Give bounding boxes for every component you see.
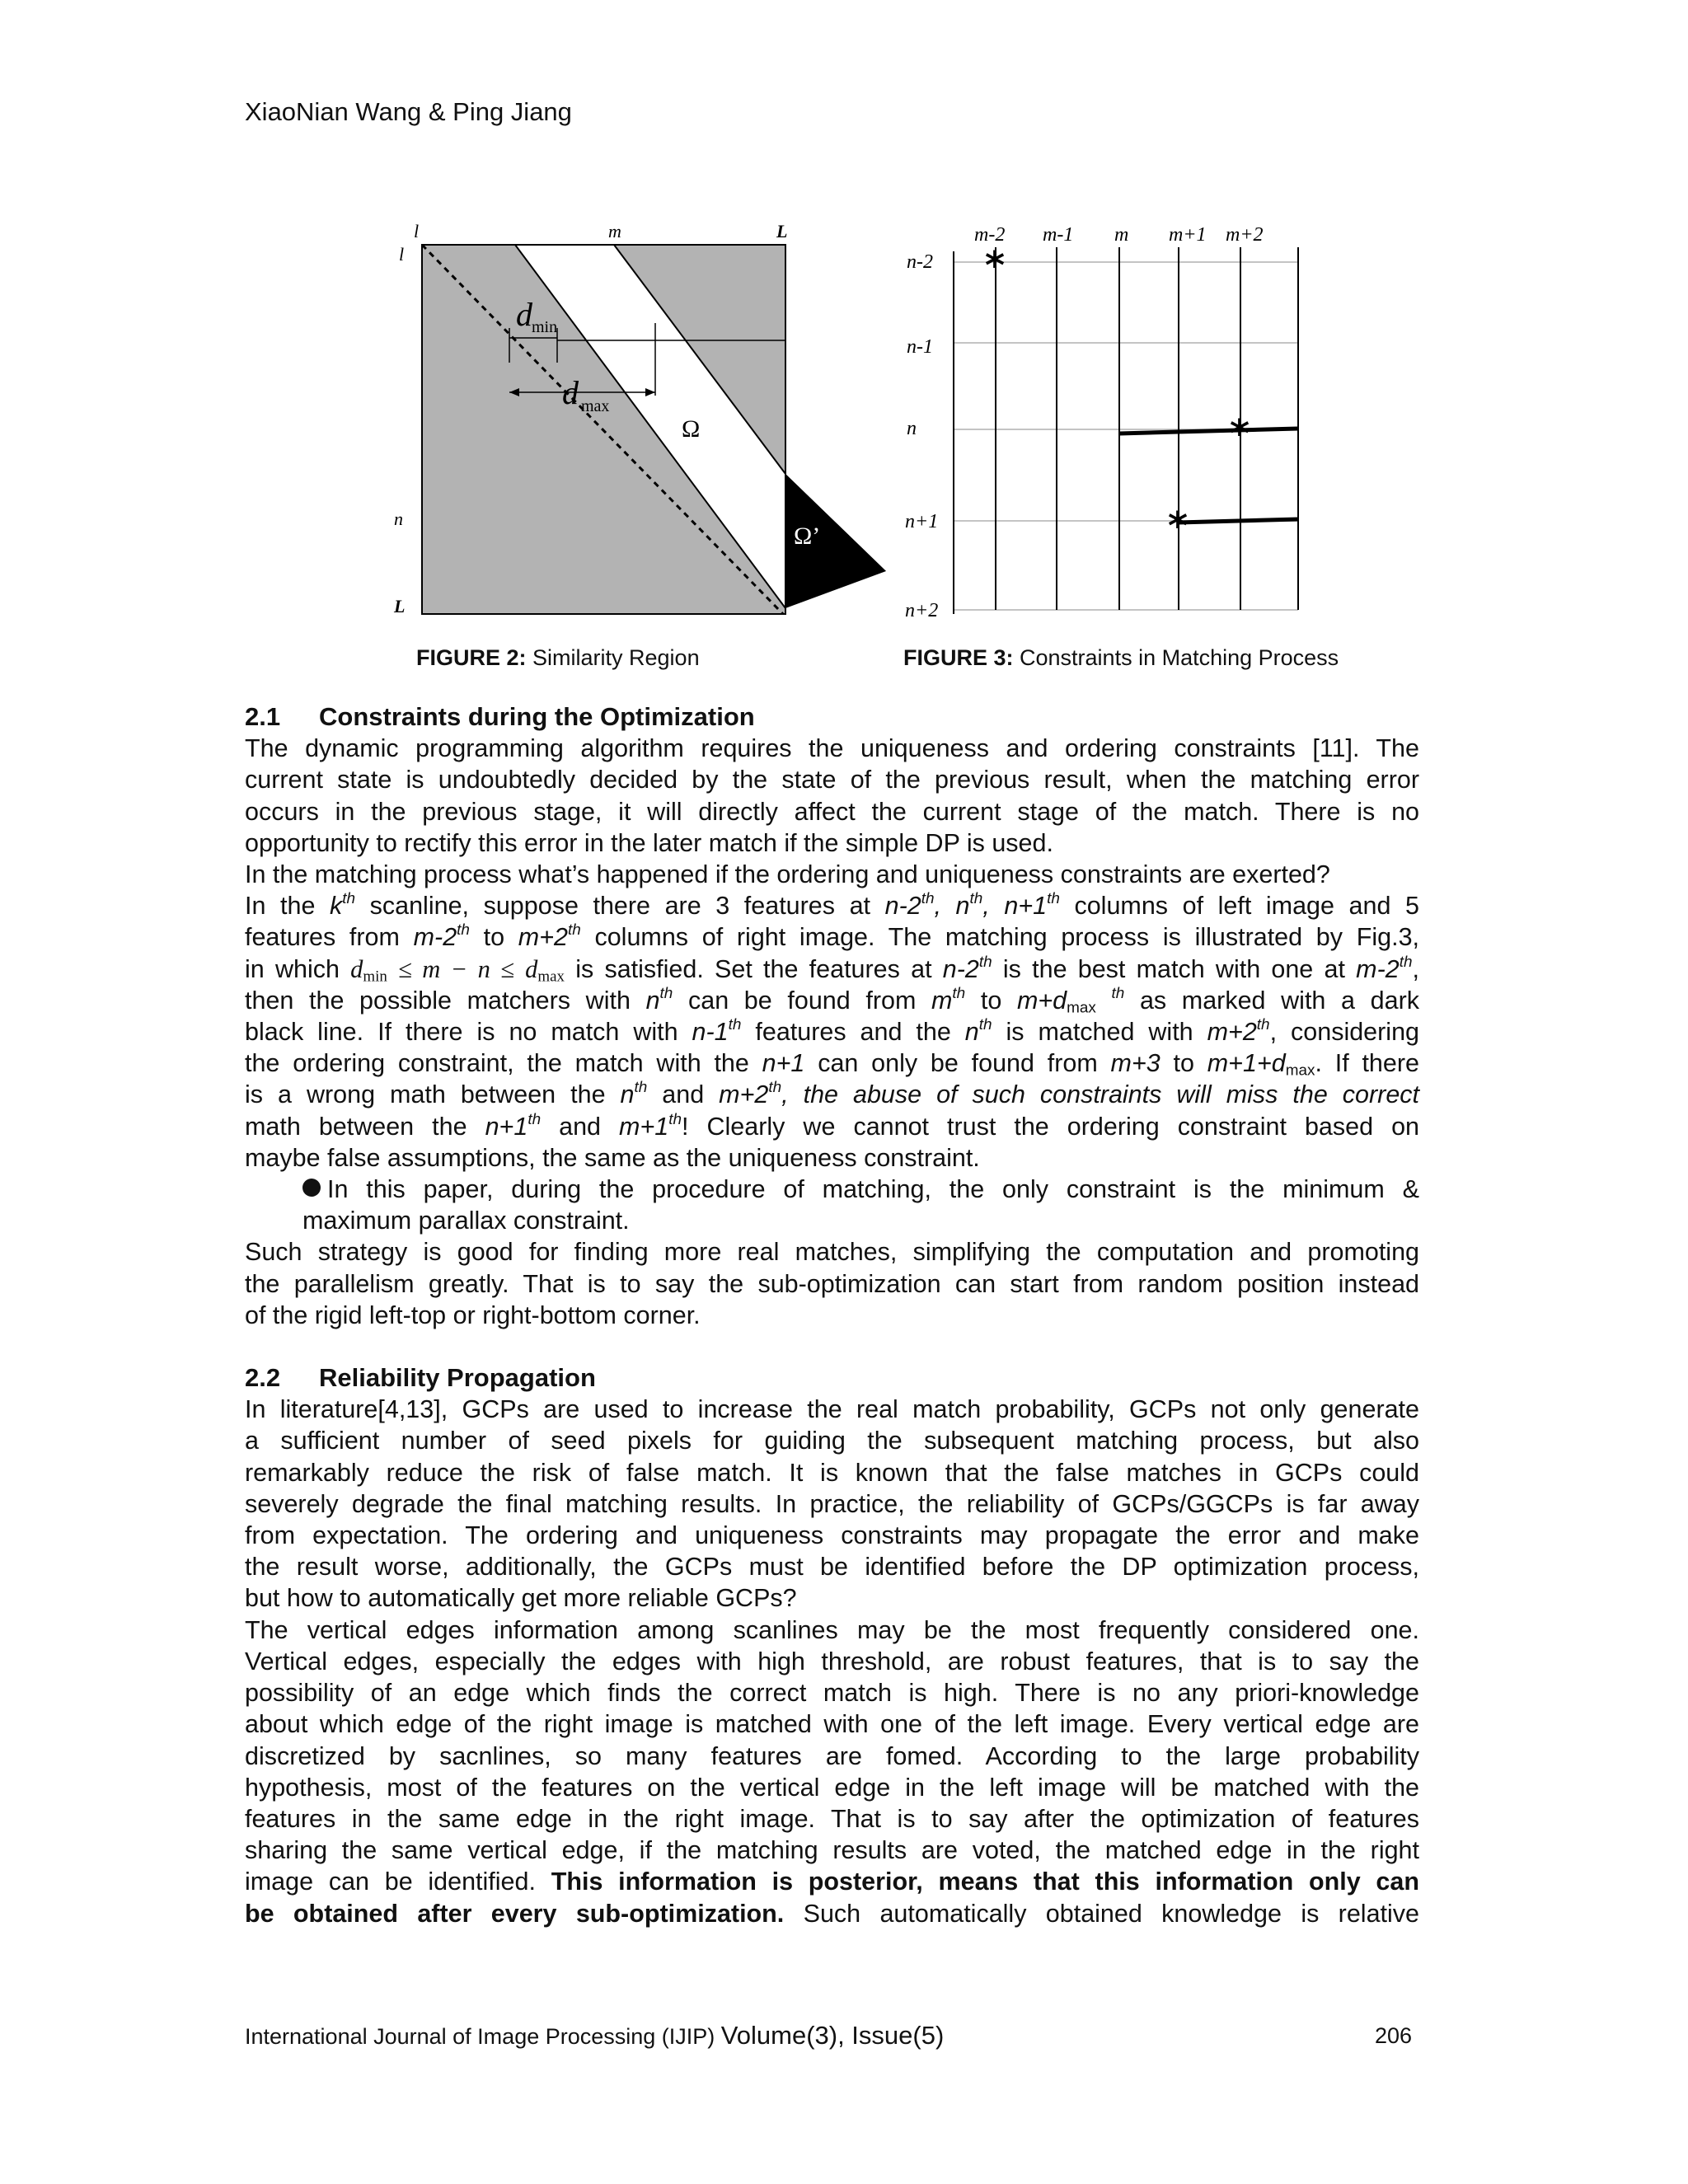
paragraph-line: about which edge of the right image is matched with one of the left image. Every vertical edge are — [245, 1710, 1419, 1739]
fig2-label-dmin-sub: min — [532, 318, 558, 336]
fig3-row-label: n-1 — [907, 336, 933, 358]
paragraph-line: then the possible matchers with $n^{th}$ can be found from $m^{th}$ to $m+d_{max}$ $^{th}$ as marked with a dark — [245, 984, 1419, 1017]
fig2-label-m-top: m — [608, 221, 621, 241]
paragraph-line: maybe false assumptions, the same as the uniqueness constraint. — [245, 1143, 980, 1172]
fig3-star-marker: * — [1168, 504, 1189, 548]
paragraph-line: be obtained after every sub-optimization. Such automatically obtained knowledge is relative — [245, 1899, 1419, 1928]
bullet-icon — [302, 1179, 321, 1197]
running-head-authors: XiaoNian Wang & Ping Jiang — [245, 97, 572, 126]
paragraph-line: current state is undoubtedly decided by the state of the previous result, when the matching error — [245, 766, 1419, 794]
fig2-label-dmax: d — [562, 374, 579, 411]
paragraph-line: from expectation. The ordering and uniqueness constraints may propagate the error and make — [245, 1521, 1419, 1550]
fig2-label-dmin: d — [516, 296, 532, 333]
paragraph-line: In literature[4,13], GCPs are used to increase the real match probability, GCPs not only generate — [245, 1395, 1419, 1424]
bullet-item: In this paper, during the procedure of matching, the only constraint is the minimum & — [245, 1174, 1419, 1205]
paragraph-line: a sufficient number of seed pixels for guiding the subsequent matching process, but also — [245, 1427, 1419, 1455]
paragraph-line: the ordering constraint, the match with the n+1 can only be found from m+3 to $m+1+d_{max}$. If there — [245, 1049, 1419, 1080]
fig3-col-label: m — [1114, 224, 1129, 246]
fig2-label-n-left: n — [394, 509, 403, 529]
fig3-col-label: m+1 — [1169, 224, 1207, 246]
fig2-label-dmax-sub: max — [581, 397, 610, 415]
paragraph-line: sharing the same vertical edge, if the matching results are voted, the matched edge in the right — [245, 1836, 1419, 1865]
paragraph-line: Such strategy is good for finding more real matches, simplifying the computation and promoting — [245, 1238, 1419, 1267]
paragraph-line: Vertical edges, especially the edges with high threshold, are robust features, that is to say the — [245, 1647, 1419, 1675]
figure-2-similarity-region — [387, 218, 898, 635]
section-2-1-heading: 2.1 Constraints during the Optimization — [245, 702, 755, 731]
fig3-match-line-n1 — [1179, 519, 1298, 523]
paragraph-line: In the $k^{th}$ scanline, suppose there are 3 features at n-2th, $n^{th}$, n+1th columns of left image and 5 — [245, 889, 1419, 921]
body-text — [245, 701, 1419, 1929]
paragraph-line: the parallelism greatly. That is to say the sub-optimization can start from random position instead — [245, 1269, 1419, 1298]
figure-3-matching-constraints — [898, 214, 1327, 626]
fig3-col-label: m-2 — [974, 224, 1006, 246]
fig3-star-marker: * — [1230, 411, 1250, 456]
paragraph-line: but how to automatically get more reliable GCPs? — [245, 1584, 797, 1613]
figure-3-caption: FIGURE 3: Constraints in Matching Process — [903, 645, 1339, 670]
paragraph-line: in which $d_{min} \le m - n \le d_{max}$ is satisfied. Set the features at n-2th is the best match with one at m-2th, — [245, 953, 1419, 986]
fig3-col-label: m-1 — [1043, 224, 1074, 246]
fig2-label-L-left: L — [394, 596, 406, 616]
page-number: 206 — [1375, 2023, 1413, 2048]
fig3-star-marker: * — [985, 243, 1006, 288]
figure-2-caption: FIGURE 2: Similarity Region — [416, 645, 700, 670]
paragraph-line: features from m-2th to m+2th columns of right image. The matching process is illustrated by Fig.3, — [245, 921, 1420, 952]
fig3-col-label: m+2 — [1226, 224, 1264, 246]
paragraph-line: features in the same edge in the right image. That is to say after the optimization of features — [245, 1804, 1419, 1833]
fig2-label-omega: Ω — [682, 415, 701, 443]
paragraph-line: The vertical edges information among scanlines may be the most frequently considered one. — [245, 1615, 1419, 1644]
paragraph-line: black line. If there is no match with n-1th features and the $n^{th}$ is matched with m+2th, considering — [245, 1015, 1419, 1047]
section-2-2-heading: 2.2 Reliability Propagation — [245, 1363, 596, 1393]
fig3-row-label: n+2 — [905, 600, 939, 621]
paragraph-line: possibility of an edge which finds the correct match is high. There is no any priori-knowledge — [245, 1679, 1419, 1708]
fig2-label-l-left: l — [399, 244, 405, 265]
paragraph-line: image can be identified. This information is posterior, means that this information only can — [245, 1868, 1419, 1896]
paragraph-line: the result worse, additionally, the GCPs must be identified before the DP optimization process, — [245, 1553, 1419, 1582]
fig2-label-L-top: L — [776, 221, 788, 241]
fig3-row-label: n — [907, 418, 917, 439]
paragraph-line: occurs in the previous stage, it will directly affect the current stage of the match. There is no — [245, 797, 1419, 826]
fig3-row-label: n-2 — [907, 251, 933, 273]
paragraph-line: of the rigid left-top or right-bottom corner. — [245, 1301, 701, 1329]
paragraph-line: is a wrong math between the $n^{th}$ and m+2th, the abuse of such constraints will miss the correct — [245, 1079, 1420, 1109]
fig3-row-label: n+1 — [905, 511, 939, 532]
paragraph-line: The dynamic programming algorithm requires the uniqueness and ordering constraints [11]. The — [245, 734, 1419, 763]
paragraph-line: remarkably reduce the risk of false match. It is known that the false matches in GCPs could — [245, 1458, 1419, 1487]
paragraph-line: discretized by sacnlines, so many features are fomed. According to the large probability — [245, 1741, 1419, 1770]
bullet-item-continued: maximum parallax constraint. — [302, 1207, 630, 1235]
fig2-label-l-top: l — [414, 221, 420, 241]
fig2-label-omega-prime: Ω’ — [794, 523, 821, 550]
paragraph-line: opportunity to rectify this error in the later match if the simple DP is used. — [245, 828, 1053, 857]
paragraph-line: severely degrade the final matching results. In practice, the reliability of GCPs/GGCPs is far away — [245, 1489, 1419, 1518]
paragraph-line: hypothesis, most of the features on the vertical edge in the left image will be matched with the — [245, 1773, 1419, 1802]
paragraph-line: math between the n+1th and m+1th! Clearly we cannot trust the ordering constraint based on — [245, 1110, 1419, 1141]
footer-journal: International Journal of Image Processing (IJIP) Volume(3), Issue(5) — [245, 2021, 945, 2050]
paragraph-line: In the matching process what’s happened if the ordering and uniqueness constraints are exerted? — [245, 860, 1330, 889]
